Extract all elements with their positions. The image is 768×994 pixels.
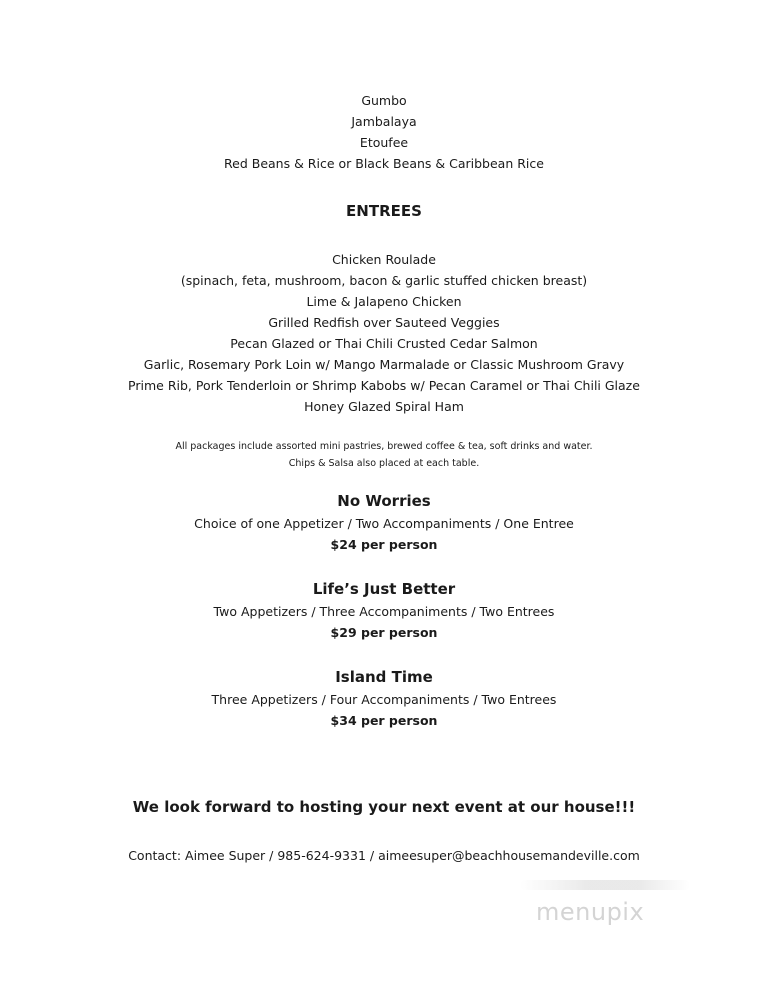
package-description: Three Appetizers / Four Accompaniments / Two Entrees [211, 692, 557, 707]
list-item: Red Beans & Rice or Black Beans & Caribbean Rice [224, 156, 544, 171]
entrees-list [0, 249, 768, 417]
entrees-heading-block [0, 200, 768, 222]
entrees-heading: ENTREES [346, 202, 422, 220]
accompaniments-list [0, 90, 768, 174]
package-price: $24 per person [330, 537, 438, 552]
package-name: Island Time [335, 668, 433, 686]
list-item: Etoufee [359, 135, 409, 150]
package-lifes-just-better [0, 577, 768, 644]
list-item: (spinach, feta, mushroom, bacon & garlic stuffed chicken breast) [180, 273, 588, 288]
package-price: $29 per person [330, 625, 438, 640]
watermark-logo: menupix [536, 898, 645, 926]
contact-block [0, 846, 768, 866]
list-item: Garlic, Rosemary Pork Loin w/ Mango Marmalade or Classic Mushroom Gravy [143, 357, 625, 372]
list-item: Jambalaya [351, 114, 417, 129]
package-note: Chips & Salsa also placed at each table. [288, 458, 480, 469]
package-description: Choice of one Appetizer / Two Accompaniments / One Entree [194, 516, 574, 531]
package-island-time [0, 665, 768, 732]
package-name: No Worries [337, 492, 431, 510]
closing-block [0, 796, 768, 818]
package-notes [0, 438, 768, 472]
package-name: Life’s Just Better [312, 580, 456, 598]
list-item: Prime Rib, Pork Tenderloin or Shrimp Kabobs w/ Pecan Caramel or Thai Chili Glaze [128, 378, 640, 393]
watermark-streak [520, 880, 690, 890]
list-item: Gumbo [361, 93, 407, 108]
closing-message: We look forward to hosting your next event at our house!!! [132, 798, 636, 816]
list-item: Grilled Redfish over Sauteed Veggies [268, 315, 500, 330]
package-note: All packages include assorted mini pastries, brewed coffee & tea, soft drinks and water. [175, 441, 593, 452]
list-item: Honey Glazed Spiral Ham [304, 399, 464, 414]
list-item: Lime & Jalapeno Chicken [306, 294, 462, 309]
list-item: Pecan Glazed or Thai Chili Crusted Cedar Salmon [230, 336, 538, 351]
package-price: $34 per person [330, 713, 438, 728]
list-item: Chicken Roulade [332, 252, 436, 267]
package-description: Two Appetizers / Three Accompaniments / Two Entrees [213, 604, 555, 619]
package-no-worries [0, 489, 768, 556]
contact-info: Contact: Aimee Super / 985-624-9331 / aimeesuper@beachhousemandeville.com [128, 848, 640, 863]
